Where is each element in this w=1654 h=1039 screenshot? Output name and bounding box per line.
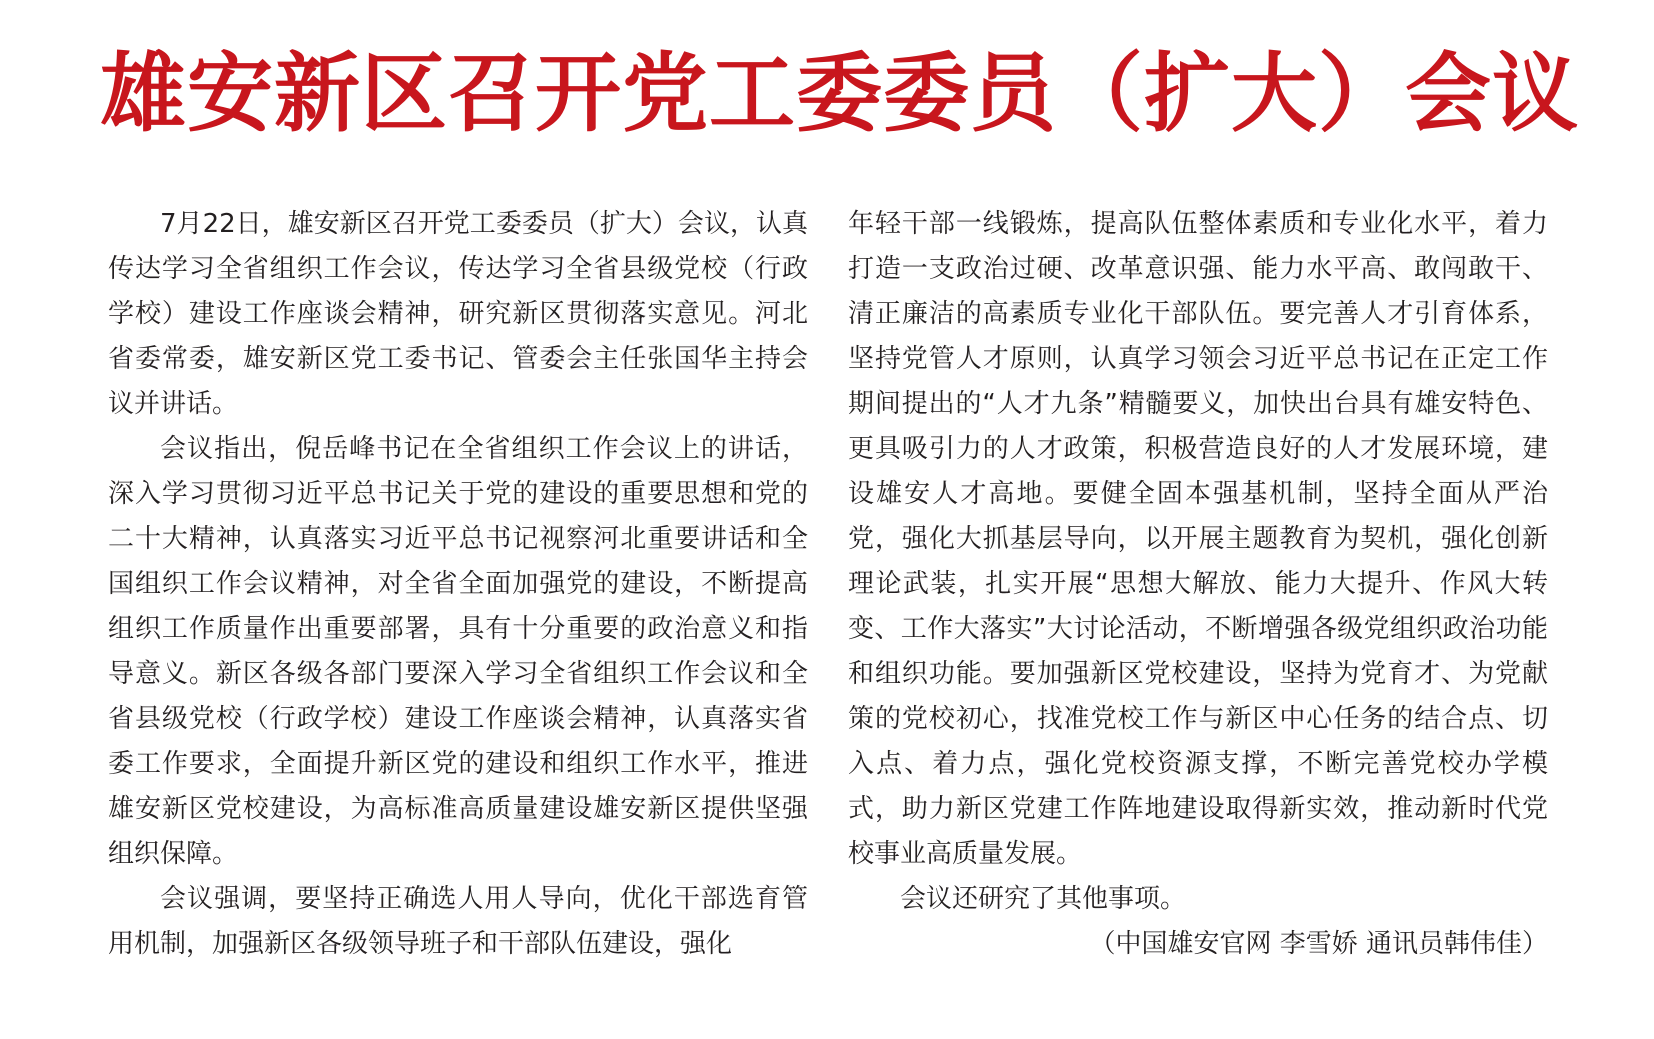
paragraph-3-start: 会议强调，要坚持正确选人用人导向，优化干部选育管用机制，加强新区各级领导班子和干部队伍建设，强化 xyxy=(108,884,808,959)
paragraph-2: 会议指出，倪岳峰书记在全省组织工作会议上的讲话，深入学习贯彻习近平总书记关于党的建设的重要思想和党的二十大精神，认真落实习近平总书记视察河北重要讲话和全国组织工作会议精神，对全省全面加强党的建设，不断提高组织工作质量作出重要部署，具有十分重要的政治意义和指导意义。新区各级各部门要深入学习全省组织工作会议和全省县级党校（行政学校）建设工作座谈会精神，认真落实省委工作要求，全面提升新区党的建设和组织工作水平，推进雄安新区党校建设，为高标准高质量建设雄安新区提供坚强组织保障。 xyxy=(108,434,808,869)
byline: （中国雄安官网 李雪娇 通讯员韩伟佳） xyxy=(1089,929,1548,959)
article-body xyxy=(108,202,1558,1022)
paragraph-3-continued: 年轻干部一线锻炼，提高队伍整体素质和专业化水平，着力打造一支政治过硬、改革意识强、能力水平高、敢闯敢干、清正廉洁的高素质专业化干部队伍。要完善人才引育体系，坚持党管人才原则，认真学习领会习近平总书记在正定工作期间提出的“人才九条”精髓要义，加快出台具有雄安特色、更具吸引力的人才政策，积极营造良好的人才发展环境，建设雄安人才高地。要健全固本强基机制，坚持全面从严治党，强化大抓基层导向，以开展主题教育为契机，强化创新理论武装，扎实开展“思想大解放、能力大提升、作风大转变、工作大落实”大讨论活动，不断增强各级党组织政治功能和组织功能。要加强新区党校建设，坚持为党育才、为党献策的党校初心，找准党校工作与新区中心任务的结合点、切入点、着力点，强化党校资源支撑，不断完善党校办学模式，助力新区党建工作阵地建设取得新实效，推动新时代党校事业高质量发展。 xyxy=(848,209,1548,869)
right-column xyxy=(848,202,1548,967)
paragraph-4: 会议还研究了其他事项。 xyxy=(900,884,1187,914)
left-column xyxy=(108,202,808,967)
paragraph-1: 7月22日，雄安新区召开党工委委员（扩大）会议，认真传达学习全省组织工作会议，传达学习全省县级党校（行政学校）建设工作座谈会精神，研究新区贯彻落实意见。河北省委常委，雄安新区党工委书记、管委会主任张国华主持会议并讲话。 xyxy=(108,209,808,419)
article-headline: 雄安新区召开党工委委员（扩大）会议 xyxy=(100,44,1579,144)
